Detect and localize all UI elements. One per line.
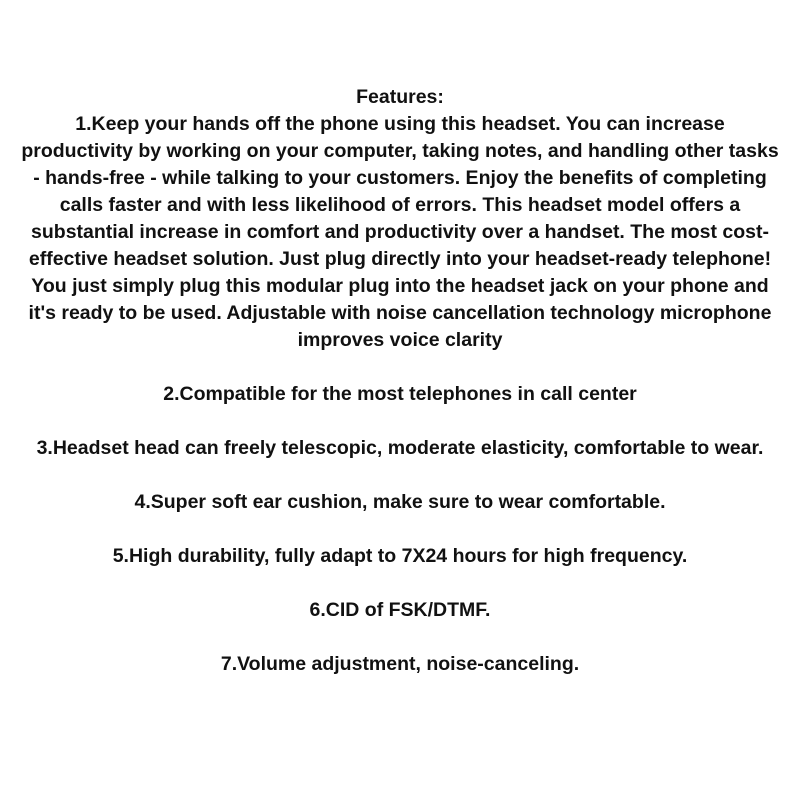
- feature-item-7: 7.Volume adjustment, noise-canceling.: [220, 653, 580, 675]
- feature-item-2: 2.Compatible for the most telephones in call center: [163, 383, 637, 405]
- feature-item-6: 6.CID of FSK/DTMF.: [309, 599, 491, 621]
- feature-item-5: 5.High durability, fully adapt to 7X24 hours for high frequency.: [112, 545, 688, 567]
- features-heading: Features:: [356, 86, 444, 108]
- feature-item-4: 4.Super soft ear cushion, make sure to wear comfortable.: [134, 491, 666, 513]
- features-document: [18, 84, 782, 678]
- feature-item-3: 3.Headset head can freely telescopic, moderate elasticity, comfortable to wear.: [36, 437, 764, 459]
- feature-item-1: 1.Keep your hands off the phone using this headset. You can increase productivity by working on your computer, taking notes, and handling other tasks - hands-free - while talking to your customers. Enjoy the benefits of completing calls faster and with less likelihood of errors. This headset model offers a substantial increase in comfort and productivity over a handset. The most cost-effective headset solution. Just plug directly into your headset-ready telephone! You just simply plug this modular plug into the headset jack on your phone and it's ready to be used. Adjustable with noise cancellation technology microphone improves voice clarity: [21, 113, 779, 351]
